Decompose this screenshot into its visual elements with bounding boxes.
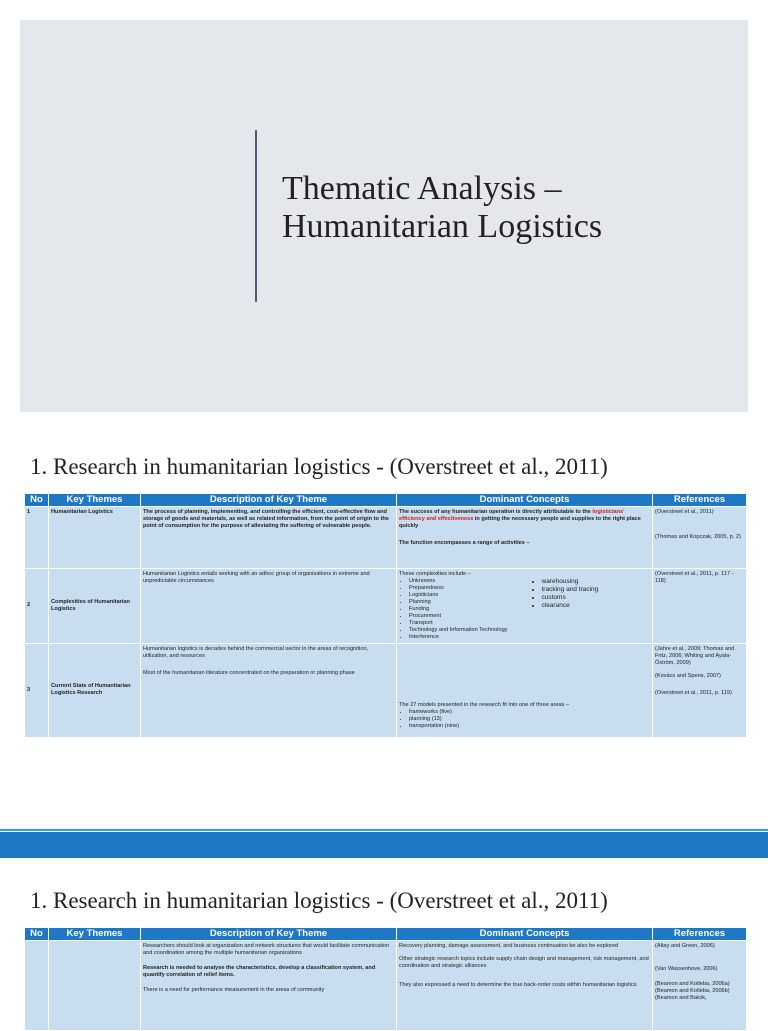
model-list: • frameworks (five) • planning (13) • transportation (nine): [399, 709, 650, 730]
slide-separator-bar: [0, 832, 768, 858]
header-description: Description of Key Theme: [141, 928, 397, 941]
highlight-text: logisticians' efficiency and effectiveness: [399, 509, 625, 522]
row-concepts: These complexities include – • Unknowns • Preparedness • Logisticians • Planning • Funding • Procurement • Transport • Technology and Information Technology • Interference • warehousing • tracking and tracing • customs • clearance: [397, 569, 653, 644]
title-slide: [20, 20, 748, 412]
table-row: [25, 941, 747, 1031]
research-slide-1: [0, 432, 768, 732]
row-description: Humanitarian Logistics entails working with an adhoc group of organisations in extreme and unpredictable circumstances: [141, 569, 397, 644]
header-no: No: [25, 928, 49, 941]
row-references: (Altay and Green, 2006) (Van Wassenhove, 2006) (Beamon and Kotleba, 2006a) (Beamon and Kotleba, 2006b) (Beamon and Balcik,: [653, 941, 747, 1031]
row-concepts: The 27 models presented in the research fit into one of three areas – • frameworks (five) • planning (13) • transportation (nine): [397, 643, 653, 737]
table-row: [25, 643, 747, 737]
header-key-themes: Key Themes: [49, 928, 141, 941]
row-theme: [49, 941, 141, 1031]
table-header-row: [25, 494, 747, 507]
complexity-list: • Unknowns • Preparedness • Logisticians • Planning • Funding • Procurement • Transport • Technology and Information Technology • Interference: [399, 578, 518, 641]
row-description: Humanitarian logistics is decades behind the commercial sector in the areas of recognition, utilization, and resources Most of the humanitarian literature concentrated on the preparation or planning phase: [141, 643, 397, 737]
header-key-themes: Key Themes: [49, 494, 141, 507]
header-description: Description of Key Theme: [141, 494, 397, 507]
row-theme: Humanitarian Logistics: [49, 507, 141, 569]
row-description: Researchers should look at organization and network structures that would facilitate communication and coordination among the multiple humanitarian organizations Research is needed to analyse the characteristics, develop a classification system, and quantify correlation of relief items. There is a need for performance measurement in the areas of community: [141, 941, 397, 1031]
themes-table: [24, 927, 747, 1031]
row-concepts: Recovery planning, damage assessment, and business continuation be also be explored Other strategic research topics include supply chain design and management, risk management, and coordination and strategic alliances They also expressed a need to determine the true back-order costs within humanitarian logistics: [397, 941, 653, 1031]
header-references: References: [653, 928, 747, 941]
header-no: No: [25, 494, 49, 507]
header-dominant-concepts: Dominant Concepts: [397, 928, 653, 941]
slide-heading: 1. Research in humanitarian logistics - (Overstreet et al., 2011): [30, 888, 608, 913]
row-concepts: The success of any humanitarian operation is directly attributable to the logisticians' efficiency and effectiveness in getting the necessary people and supplies to the right place quickly The function encompasses a range of activities –: [397, 507, 653, 569]
header-dominant-concepts: Dominant Concepts: [397, 494, 653, 507]
row-references: (Jahre et al., 2009; Thomas and Fritz, 2006; Whiting and Ayala-Öström, 2009) (Kovács and Spens, 2007) (Overstreet et al., 2011, p. 119): [653, 643, 747, 737]
row-theme: Current State of Humanitarian Logistics Research: [49, 643, 141, 737]
row-references: (Overstreet et al., 2011, p. 117 - 118): [653, 569, 747, 644]
table-row: [25, 569, 747, 644]
row-number: 2: [25, 569, 49, 644]
row-number: [25, 941, 49, 1031]
slide-heading: 1. Research in humanitarian logistics - (Overstreet et al., 2011): [30, 454, 608, 479]
table-row: [25, 507, 747, 569]
activity-list: • warehousing • tracking and tracing • customs • clearance: [532, 578, 651, 641]
themes-table: [24, 493, 747, 738]
research-slide-2: [0, 858, 768, 1024]
title-divider: [255, 130, 257, 302]
row-number: 3: [25, 643, 49, 737]
row-theme: Complexities of Humanitarian Logistics: [49, 569, 141, 644]
table-header-row: [25, 928, 747, 941]
slide-title: Thematic Analysis – Humanitarian Logistics: [282, 170, 603, 245]
row-number: 1: [25, 507, 49, 569]
row-references: (Overstreet et al., 2011) (Thomas and Kopczak, 2005, p. 2): [653, 507, 747, 569]
header-references: References: [653, 494, 747, 507]
row-description: The process of planning, implementing, and controlling the efficient, cost-effective flow and storage of goods and materials, as well as related information, from the point of origin to the point of consumption for the purpose of alleviating the suffering of vulnerable people.: [141, 507, 397, 569]
